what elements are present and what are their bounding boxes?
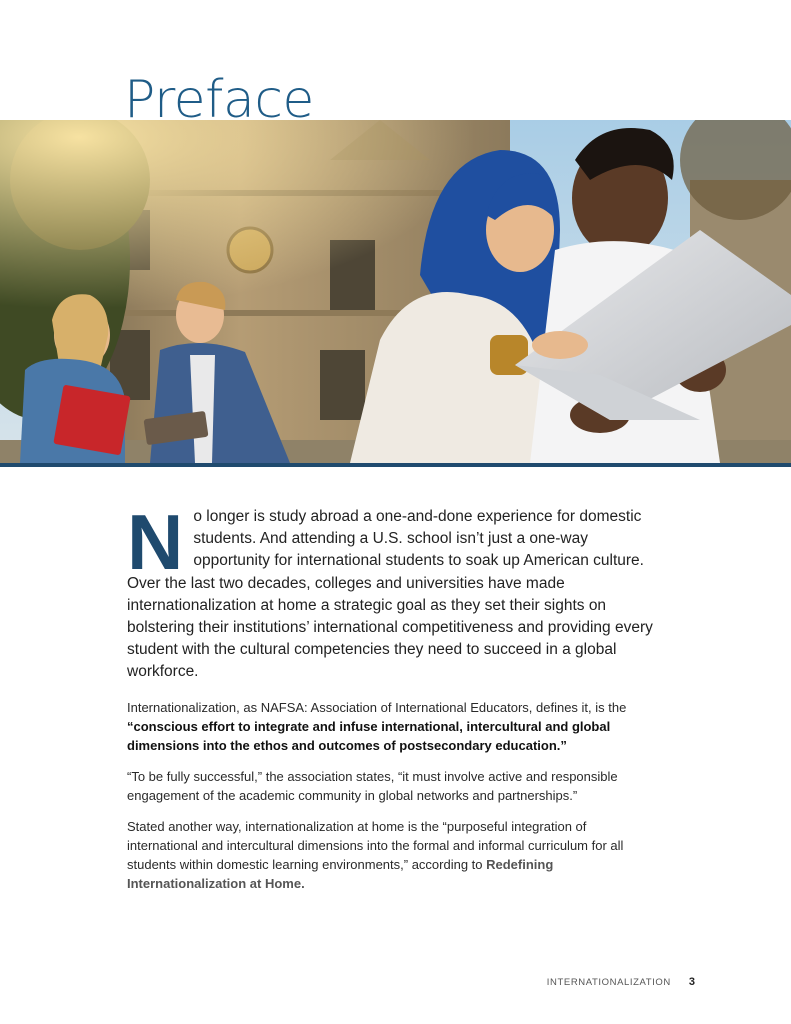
association-quote-paragraph xyxy=(127,767,659,805)
definition-paragraph xyxy=(127,698,659,755)
home-definition-paragraph xyxy=(127,817,659,893)
redefining-link[interactable]: Redefining Internationalization at Home. xyxy=(127,856,554,891)
home-definition-text: Stated another way, internationalization at home is the “purposeful integration of international and intercultural dimensions into the formal and informal curriculum for all students within domestic learning environments,” according to xyxy=(127,818,624,872)
association-quote-text: “To be fully successful,” the association states, “it must involve active and responsible engagement of the academic community in global networks and partnerships.” xyxy=(127,768,618,803)
drop-cap: N xyxy=(127,498,184,586)
hero-divider xyxy=(0,463,791,467)
lead-text: o longer is study abroad a one-and-done experience for domestic students. And attending a U.S. school isn’t just a one-way opportunity for international students to soak up American culture. Over the last two decades, colleges and universities have made internationalization at home a strategic goal as they set their sights on bolstering their institutions’ international competitiveness and providing every student with the cultural competencies they need to succeed in a global workforce. xyxy=(127,508,653,681)
page-footer xyxy=(500,976,695,988)
lead-paragraph xyxy=(127,498,659,684)
definition-text: Internationalization, as NAFSA: Association of International Educators, defines it, is the xyxy=(127,699,627,715)
definition-quote: “conscious effort to integrate and infuse international, intercultural and global dimensions into the ethos and outcomes of postsecondary education.” xyxy=(127,718,611,753)
page-number: 3 xyxy=(688,976,695,988)
hero-photo xyxy=(0,120,791,463)
page-title: Preface xyxy=(124,70,314,130)
footer-section-label: INTERNATIONALIZATION xyxy=(546,976,671,988)
article-body xyxy=(127,498,659,905)
